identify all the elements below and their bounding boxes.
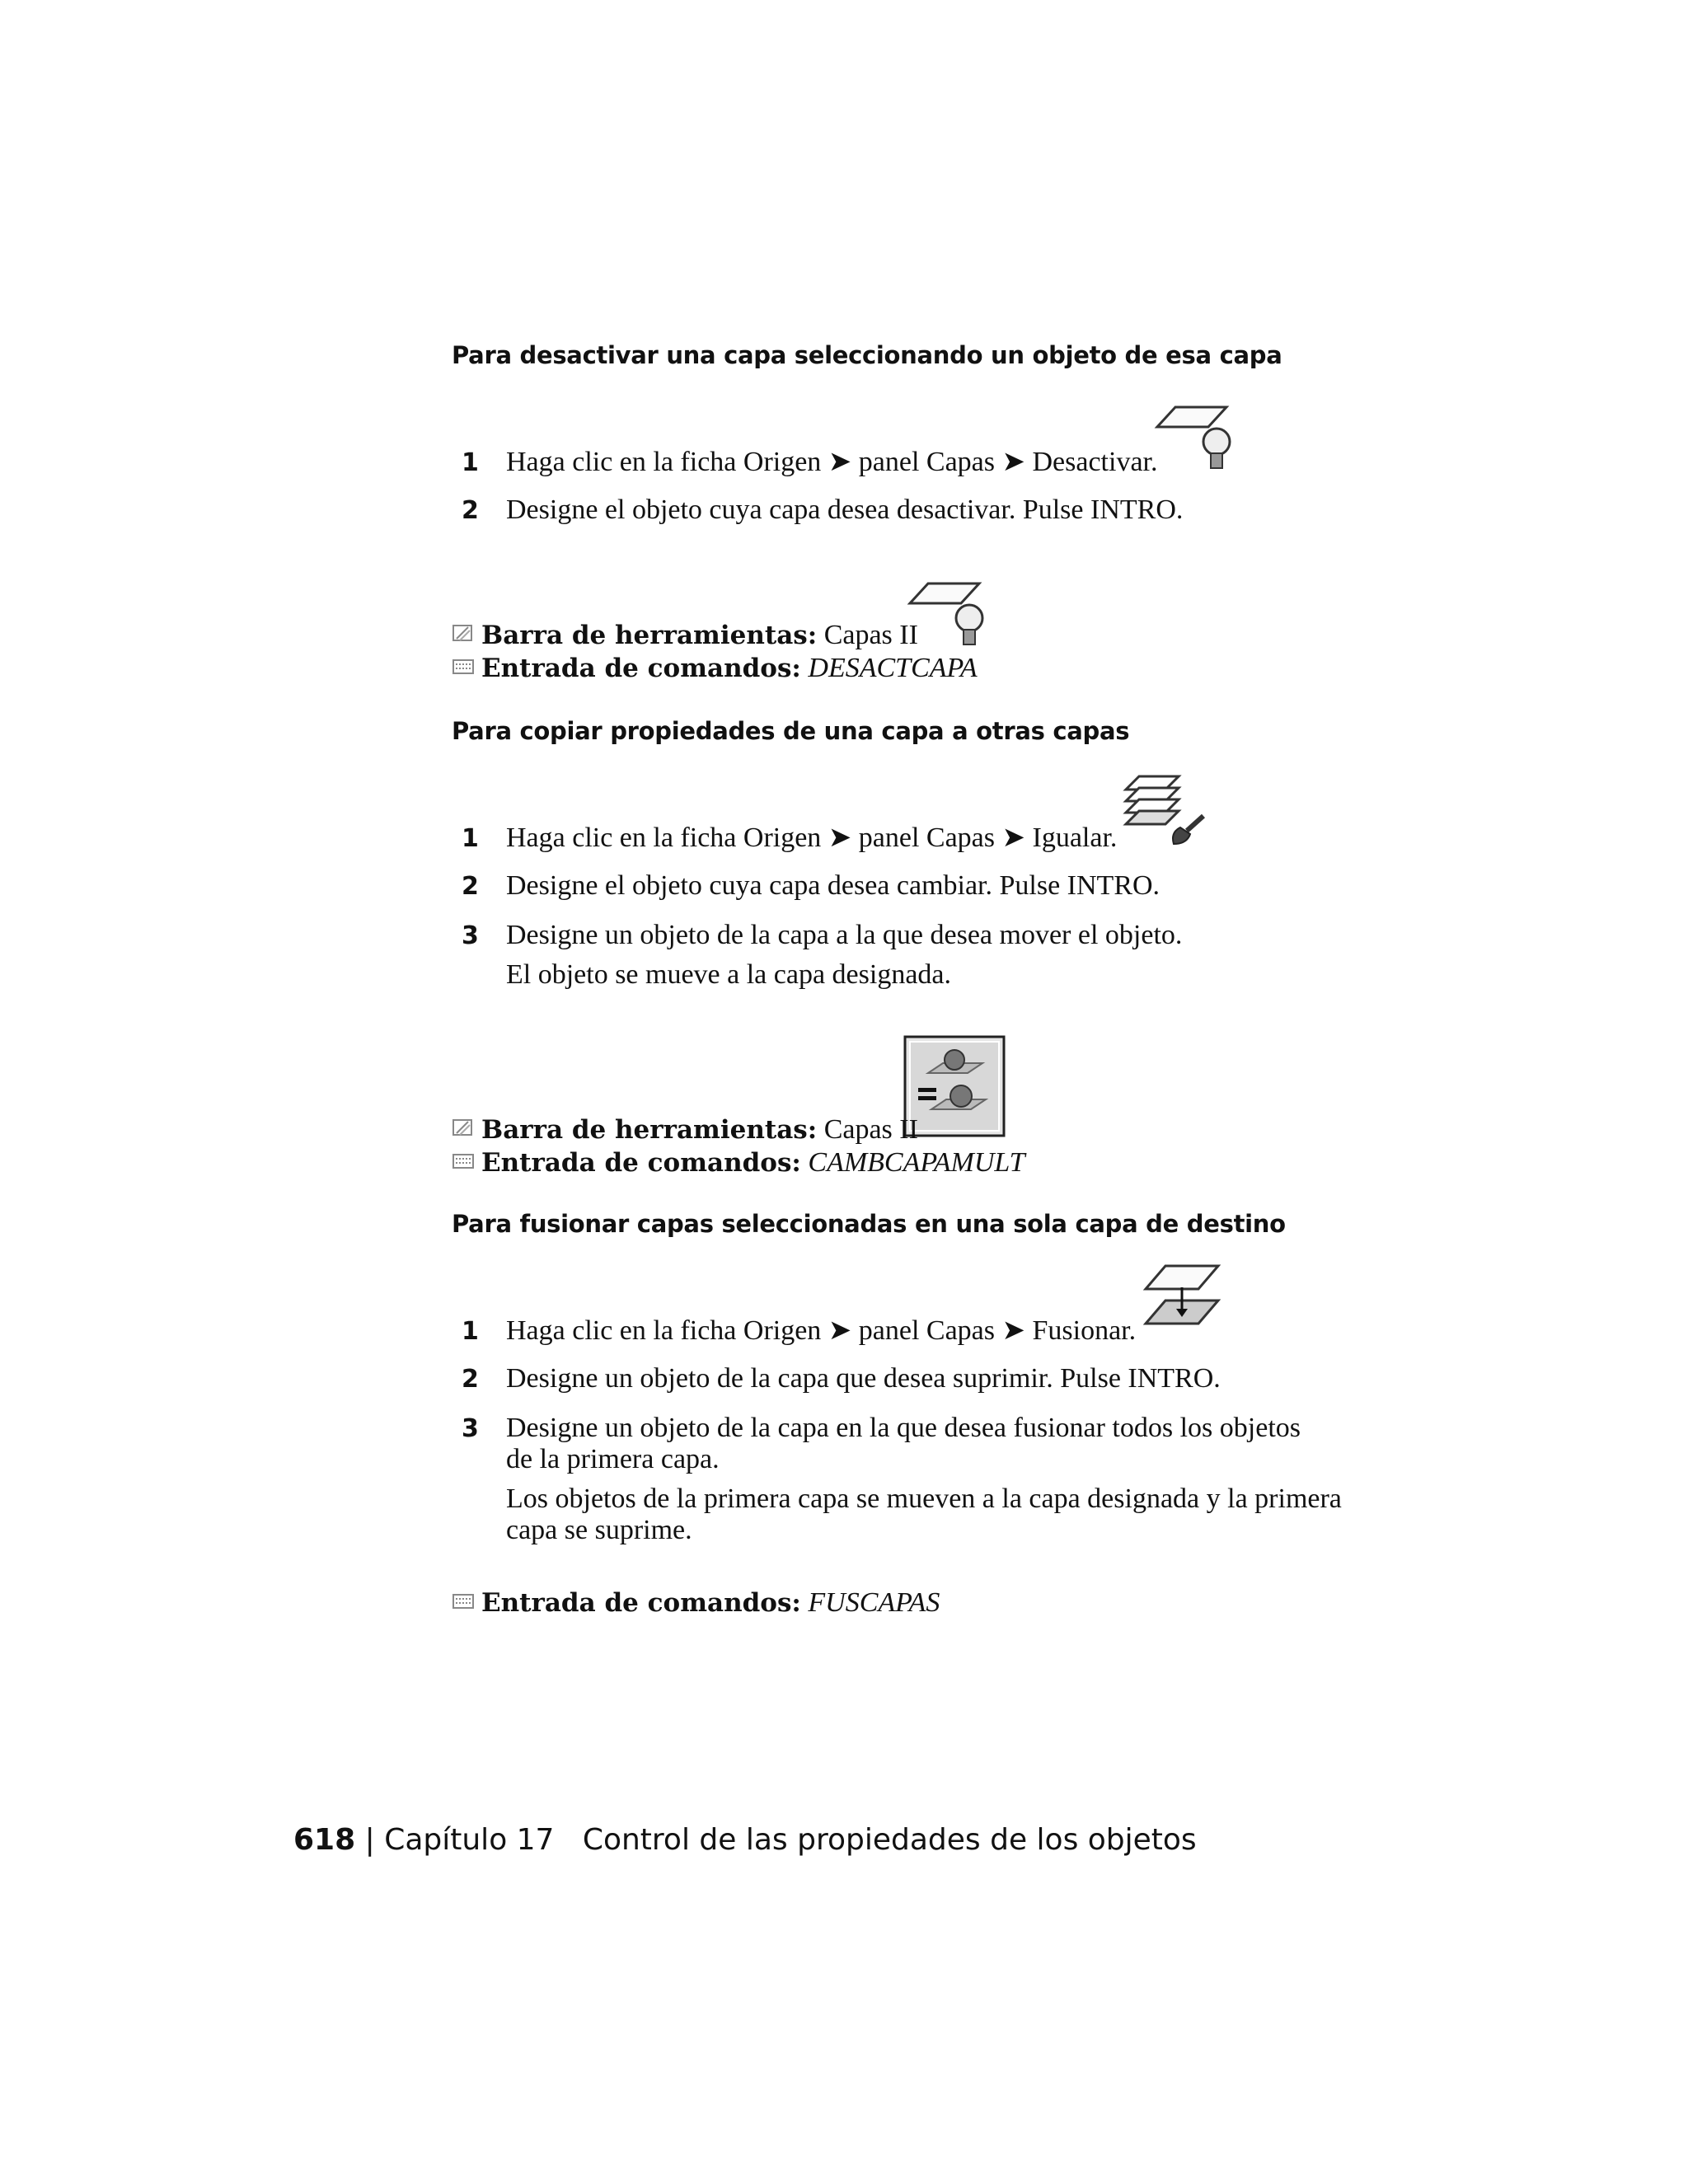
toolbar-value: Capas II (823, 1114, 918, 1145)
chapter-label: Capítulo 17 (384, 1823, 555, 1857)
step-text: Haga clic en la ficha Origen ➤ panel Capas ➤ Fusionar. (506, 1315, 1137, 1346)
footer-separator: | (364, 1823, 375, 1857)
step-1-layer-off (462, 445, 1157, 478)
step-1-layer-merge (462, 1314, 1136, 1347)
layer-merge-icon (1141, 1263, 1223, 1338)
command-reference (452, 653, 978, 684)
step-text: Designe un objeto de la capa en la que desea fusionar todos los objetos (506, 1413, 1301, 1443)
command-line-icon (452, 1150, 475, 1173)
step-number: 2 (462, 872, 479, 901)
step-3-note-continued: capa se suprime. (506, 1515, 692, 1545)
command-value: DESACTCAPA (808, 653, 978, 683)
step-3-note: Los objetos de la primera capa se mueven a la capa designada y la primera (506, 1483, 1342, 1514)
toolbar-reference (452, 1114, 918, 1146)
step-number: 1 (462, 448, 479, 477)
chapter-title: Control de las propiedades de los objetos (582, 1823, 1197, 1857)
toolbar-icon (452, 1117, 475, 1140)
command-value: FUSCAPAS (808, 1587, 940, 1618)
layer-match-icon (1121, 773, 1213, 849)
step-text: Designe el objeto cuya capa desea cambiar. Pulse INTRO. (506, 870, 1160, 901)
command-label: Entrada de comandos: (481, 654, 801, 683)
toolbar-reference (452, 620, 918, 651)
command-label: Entrada de comandos: (481, 1588, 801, 1618)
section-heading-layer-match: Para copiar propiedades de una capa a otras capas (452, 717, 1130, 745)
command-reference (452, 1587, 940, 1619)
step-number: 3 (462, 1414, 479, 1443)
command-line-icon (452, 1590, 475, 1613)
step-number: 1 (462, 1317, 479, 1346)
step-text: Designe un objeto de la capa que desea suprimir. Pulse INTRO. (506, 1363, 1221, 1394)
layer-off-icon (907, 582, 997, 649)
command-value: CAMBCAPAMULT (808, 1147, 1025, 1178)
step-number: 2 (462, 496, 479, 525)
command-reference (452, 1147, 1025, 1179)
layer-off-icon (1154, 405, 1245, 473)
step-3-layer-merge (462, 1413, 1301, 1444)
command-label: Entrada de comandos: (481, 1148, 801, 1178)
step-text: Designe un objeto de la capa a la que desea mover el objeto. (506, 920, 1183, 950)
toolbar-icon (452, 622, 475, 645)
command-line-icon (452, 655, 475, 678)
step-2-layer-merge (462, 1363, 1221, 1394)
step-text: Haga clic en la ficha Origen ➤ panel Capas ➤ Igualar. (506, 823, 1118, 853)
toolbar-value: Capas II (823, 620, 918, 650)
step-3-layer-match (462, 920, 1182, 951)
step-3-note: El objeto se mueve a la capa designada. (506, 959, 951, 990)
step-number: 1 (462, 824, 479, 853)
step-number: 3 (462, 921, 479, 950)
toolbar-label: Barra de herramientas: (481, 621, 818, 650)
section-heading-layer-merge: Para fusionar capas seleccionadas en una sola capa de destino (452, 1210, 1286, 1238)
step-number: 2 (462, 1365, 479, 1394)
step-1-layer-match (462, 821, 1117, 854)
step-2-layer-match (462, 870, 1160, 902)
page-footer (293, 1823, 1197, 1857)
step-3-text-continued: de la primera capa. (506, 1444, 720, 1474)
step-text: Designe el objeto cuya capa desea desactivar. Pulse INTRO. (506, 494, 1184, 525)
page-number: 618 (293, 1823, 356, 1857)
toolbar-label: Barra de herramientas: (481, 1115, 818, 1145)
section-heading-layer-off: Para desactivar una capa seleccionando un objeto de esa capa (452, 341, 1282, 369)
step-text: Haga clic en la ficha Origen ➤ panel Capas ➤ Desactivar. (506, 447, 1158, 477)
step-2-layer-off (462, 494, 1183, 526)
change-layer-icon (903, 1035, 1006, 1137)
